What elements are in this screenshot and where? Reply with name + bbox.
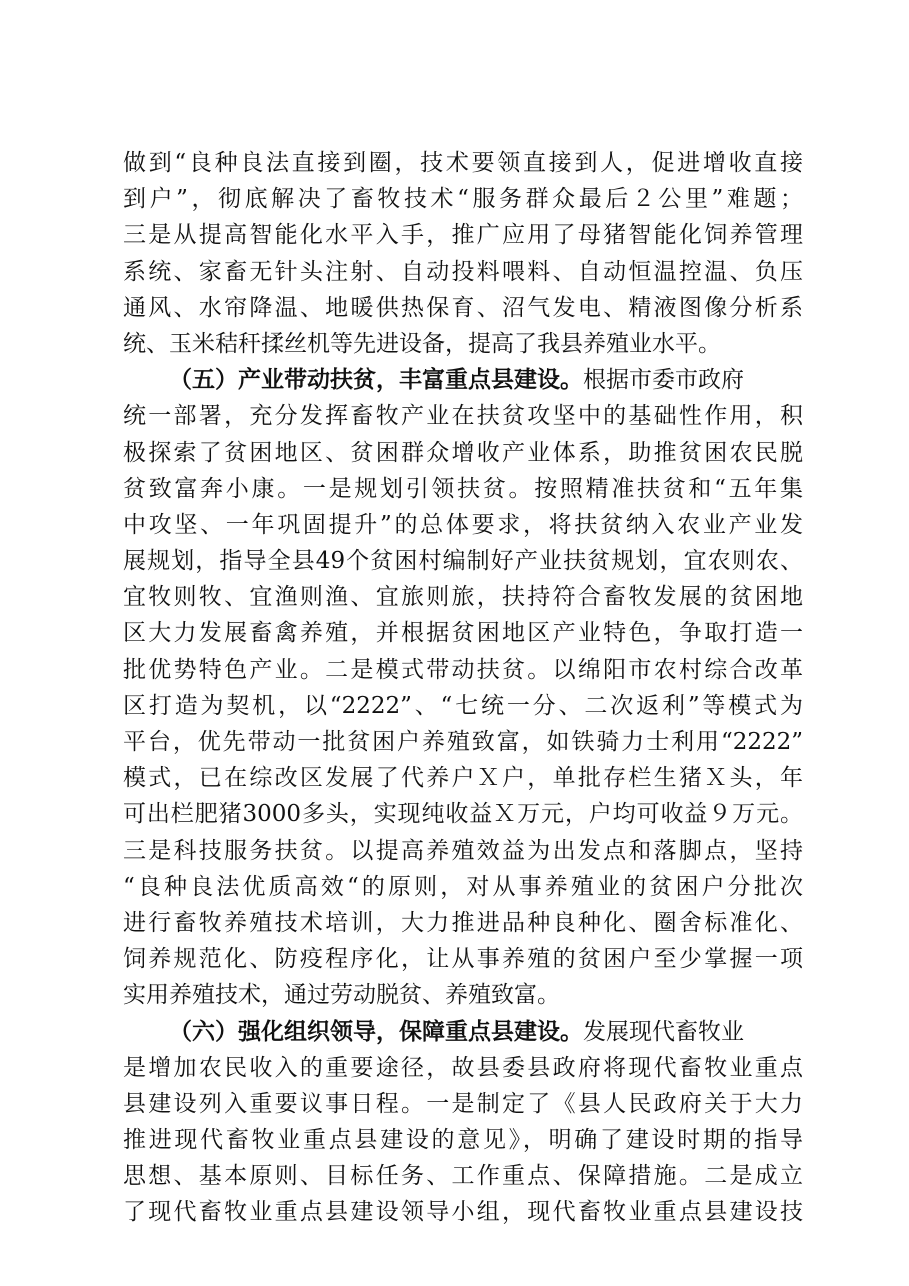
section-6-first-line-text: 发展现代畜牧业 [583,1018,744,1045]
paragraph-line: 批优势特色产业。二是模式带动扶贫。以绵阳市农村综合改革 [123,656,803,683]
paragraph-line: 贫致富奔小康。一是规划引领扶贫。按照精准扶贫和“五年集 [123,475,803,502]
paragraph-line: 了现代畜牧业重点县建设领导小组，现代畜牧业重点县建设技 [123,1199,803,1226]
paragraph-line: 通风、水帘降温、地暖供热保育、沼气发电、精液图像分析系 [123,294,803,321]
paragraph-line: 展规划，指导全县49个贫困村编制好产业扶贫规划，宜农则农、 [123,548,803,575]
paragraph-line: 系统、家畜无针头注射、自动投料喂料、自动恒温控温、负压 [123,258,803,285]
paragraph-line: 区大力发展畜禽养殖，并根据贫困地区产业特色，争取打造一 [123,620,803,647]
paragraph-line: 是增加农民收入的重要途径，故县委县政府将现代畜牧业重点 [123,1054,803,1081]
document-body [123,145,803,1231]
paragraph-line: 推进现代畜牧业重点县建设的意见》，明确了建设时期的指导 [123,1127,803,1154]
paragraph-line: 进行畜牧养殖技术培训，大力推进品种良种化、圈舍标准化、 [123,909,803,936]
paragraph-line: 极探索了贫困地区、贫困群众增收产业体系，助推贫困农民脱 [123,439,803,466]
section-5-heading: （五）产业带动扶贫，丰富重点县建设。 [169,366,583,394]
paragraph-line: 思想、基本原则、目标任务、工作重点、保障措施。二是成立 [123,1163,803,1190]
paragraph-line: 统一部署，充分发挥畜牧产业在扶贫攻坚中的基础性作用，积 [123,403,803,430]
paragraph-line: 模式，已在综改区发展了代养户Ｘ户，单批存栏生猪Ｘ头，年 [123,765,803,792]
paragraph-line: 区打造为契机，以“2222”、“七统一分、二次返利”等模式为 [123,692,803,719]
paragraph-line: 县建设列入重要议事日程。一是制定了《县人民政府关于大力 [123,1090,803,1117]
paragraph-line: 饲养规范化、防疫程序化，让从事养殖的贫困户至少掌握一项 [123,946,803,973]
paragraph-line: 统、玉米秸秆揉丝机等先进设备，提高了我县养殖业水平。 [123,330,721,357]
paragraph-line: 平台，优先带动一批贫困户养殖致富，如铁骑力士利用“2222” [123,729,803,755]
paragraph-line: 中攻坚、一年巩固提升”的总体要求，将扶贫纳入农业产业发 [123,511,803,538]
paragraph-line: “良种良法优质高效“的原则，对从事养殖业的贫困户分批次 [123,873,803,900]
section-6-heading: （六）强化组织领导，保障重点县建设。 [169,1017,583,1045]
paragraph-line: 宜牧则牧、宜渔则渔、宜旅则旅，扶持符合畜牧发展的贫困地 [123,584,803,611]
section-5-first-line [123,362,803,398]
section-6-first-line [123,1014,803,1050]
paragraph-line: 三是从提高智能化水平入手，推广应用了母猪智能化饲养管理 [123,222,803,249]
paragraph-line: 到户”，彻底解决了畜牧技术“服务群众最后２公里”难题； [123,186,803,213]
paragraph-line: 实用养殖技术，通过劳动脱贫、养殖致富。 [123,982,560,1009]
section-5-first-line-text: 根据市委市政府 [583,367,744,394]
paragraph-line: 三是科技服务扶贫。以提高养殖效益为出发点和落脚点，坚持 [123,837,803,864]
paragraph-line: 做到“良种良法直接到圈，技术要领直接到人，促进增收直接 [123,150,803,176]
paragraph-line: 可出栏肥猪3000多头，实现纯收益Ｘ万元，户均可收益９万元。 [123,801,803,828]
